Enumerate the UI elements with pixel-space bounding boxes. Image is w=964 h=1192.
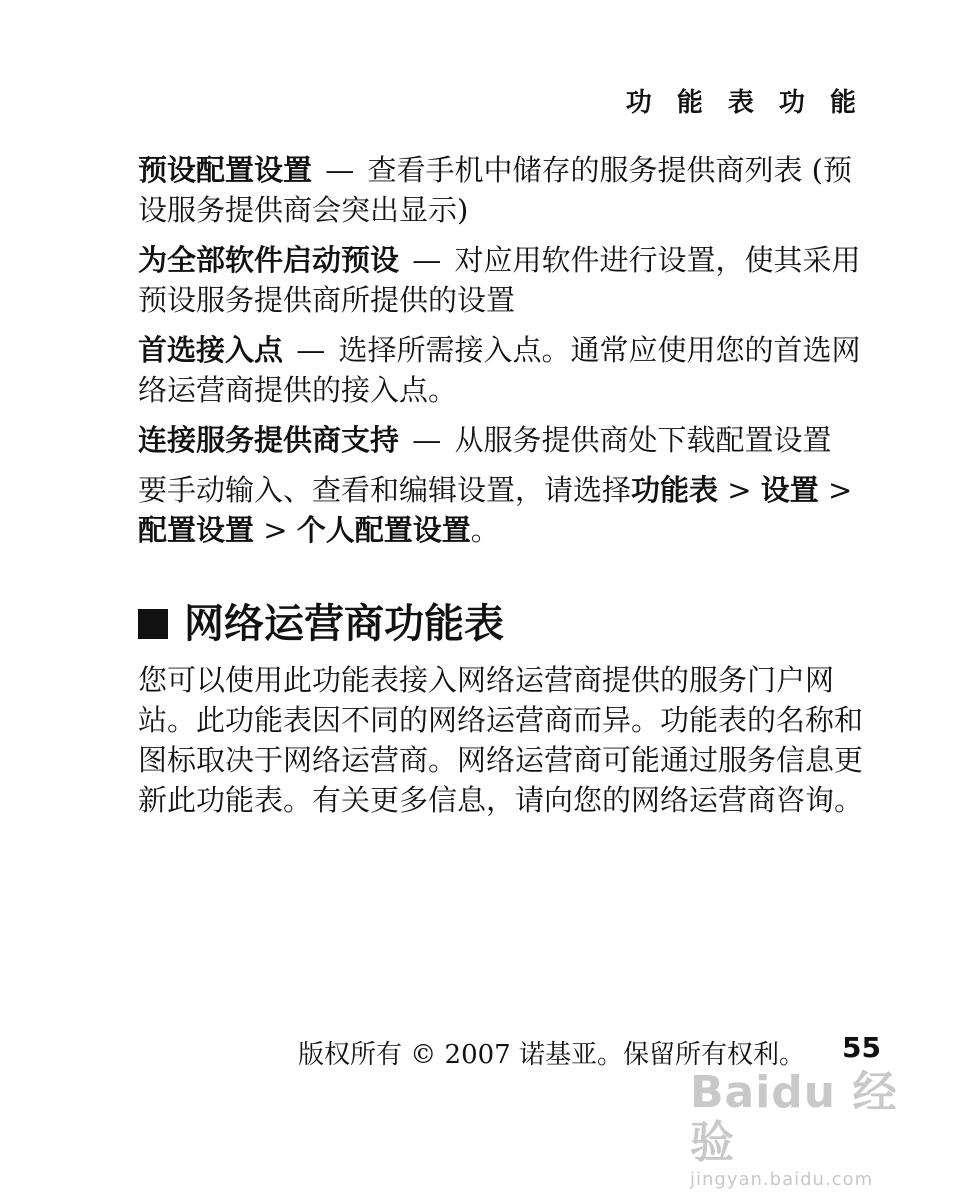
copyright-footer: 版权所有 © 2007 诺基亚。保留所有权利。 — [298, 1040, 805, 1070]
setting-description: 查看手机中储存的服务提供商列表 (预设服务提供商会突出显示) — [138, 153, 852, 227]
em-dash: — — [296, 333, 326, 367]
running-header: 功 能 表 功 能 — [625, 88, 864, 118]
em-dash: — — [325, 153, 355, 187]
sentence-end: 。 — [470, 513, 500, 547]
baidu-watermark — [690, 1067, 940, 1190]
em-dash: — — [412, 423, 442, 457]
section-heading — [138, 598, 878, 650]
instruction-text: 要手动输入、查看和编辑设置，请选择 — [138, 473, 632, 507]
setting-description: 从服务提供商处下载配置设置 — [454, 423, 832, 457]
menu-path-item: 设置 — [760, 473, 819, 507]
path-separator: > — [727, 473, 752, 507]
setting-entry — [138, 150, 878, 230]
setting-term: 连接服务提供商支持 — [138, 423, 400, 457]
square-bullet-icon — [138, 609, 168, 639]
menu-path-item: 个人配置设置 — [296, 513, 471, 547]
section-heading-text: 网络运营商功能表 — [184, 601, 504, 647]
main-content — [138, 150, 878, 820]
setting-term: 首选接入点 — [138, 333, 284, 367]
watermark-brand: Baidu 经验 — [690, 1067, 898, 1168]
menu-path-item: 配置设置 — [138, 513, 255, 547]
setting-entry — [138, 240, 878, 320]
section-body: 您可以使用此功能表接入网络运营商提供的服务门户网站。此功能表因不同的网络运营商而异。功能表的名称和图标取决于网络运营商。网络运营商可能通过服务信息更新此功能表。有关更多信息，请向您的网络运营商咨询。 — [138, 663, 864, 817]
setting-description: 对应用软件进行设置，使其采用预设服务提供商所提供的设置 — [138, 243, 861, 317]
path-separator: > — [828, 473, 853, 507]
page-number: 55 — [842, 1031, 881, 1064]
setting-entry — [138, 420, 878, 460]
path-separator: > — [263, 513, 288, 547]
watermark-url: jingyan.baidu.com — [690, 1169, 874, 1190]
menu-path-item: 功能表 — [631, 473, 719, 507]
em-dash: — — [412, 243, 442, 277]
setting-description: 选择所需接入点。通常应使用您的首选网络运营商提供的接入点。 — [138, 333, 861, 407]
setting-term: 为全部软件启动预设 — [138, 243, 400, 277]
setting-entry — [138, 330, 878, 410]
setting-term: 预设配置设置 — [138, 153, 313, 187]
manual-instruction — [138, 470, 878, 550]
